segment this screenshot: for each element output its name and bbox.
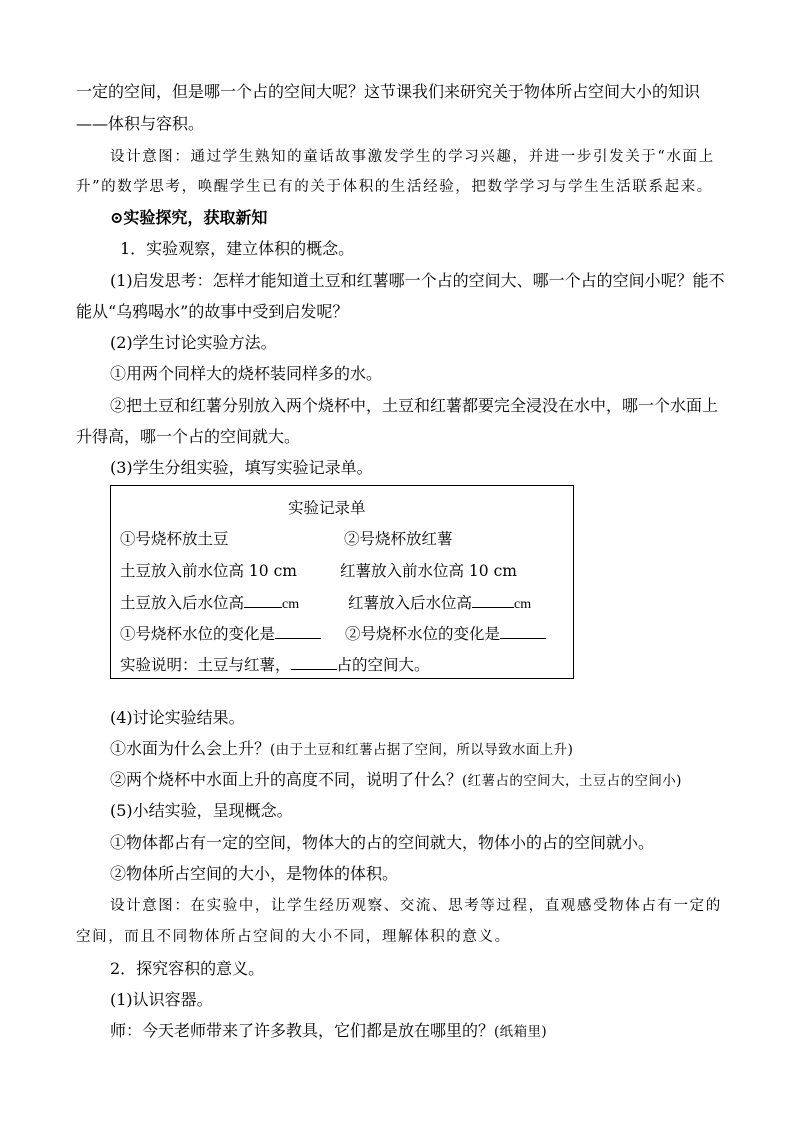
item-1-p4-a	[110, 739, 573, 760]
item-1-p4-b-answer: (红薯占的空间大，土豆占的空间小)	[462, 773, 682, 789]
item-1-p4-b	[110, 770, 682, 791]
record-note-suffix: 占的空间大。	[336, 656, 430, 674]
intro-line-1: 一定的空间，但是哪一个占的空间大呢？这节课我们来研究关于物体所占空间大小的知识	[76, 82, 701, 101]
item-1-p2-b-line-2: 升得高，哪一个占的空间就大。	[76, 427, 301, 446]
item-2-teacher-answer: (纸箱里)	[494, 1024, 548, 1040]
record-after-2-blank[interactable]	[472, 592, 514, 608]
item-2-title: 2．探究容积的意义。	[110, 959, 265, 978]
section-heading: ⊙实验探究，获取新知	[110, 208, 268, 227]
record-after-1-unit: cm	[282, 597, 300, 612]
item-2-p1: (1)认识容器。	[110, 990, 213, 1009]
item-1-p1-line-1: (1)启发思考：怎样才能知道土豆和红薯哪一个占的空间大、哪一个占的空间小呢？能不	[110, 271, 725, 290]
record-before-2: 红薯放入前水位高 10 cm	[340, 562, 517, 580]
record-note	[120, 654, 430, 675]
design-intent-1-line-1: 设计意图：通过学生熟知的童话故事激发学生的学习兴趣，并进一步引发关于“水面上	[110, 149, 715, 165]
record-after-1-blank[interactable]	[244, 592, 282, 608]
record-beaker-1: ①号烧杯放土豆	[120, 530, 229, 548]
item-1-p4-b-question: ②两个烧杯中水面上升的高度不同，说明了什么？	[110, 770, 463, 789]
design-intent-2-line-2: 空间，而且不同物体所占空间的大小不同，理解体积的意义。	[76, 929, 511, 945]
item-1-p2: (2)学生讨论实验方法。	[110, 333, 277, 352]
item-1-p4-a-answer: (由于土豆和红薯占据了空间，所以导致水面上升)	[270, 742, 574, 758]
record-note-blank[interactable]	[291, 654, 337, 670]
record-change-1	[120, 623, 321, 644]
item-1-p2-b-line-1: ②把土豆和红薯分别放入两个烧杯中，土豆和红薯都要完全浸没在水中，哪一个水面上	[110, 396, 719, 415]
item-1-p4: (4)讨论实验结果。	[110, 708, 245, 727]
record-note-label: 实验说明：土豆与红薯，	[120, 656, 291, 674]
item-2-teacher	[110, 1021, 547, 1042]
record-beaker-2: ②号烧杯放红薯	[344, 530, 453, 548]
record-sheet-title: 实验记录单	[288, 499, 366, 517]
item-1-p5-a: ①物体都占有一定的空间，物体大的占的空间就大，物体小的占的空间就小。	[110, 833, 655, 852]
record-after-1-label: 土豆放入后水位高	[120, 594, 245, 612]
item-2-teacher-question: 师：今天老师带来了许多教具，它们都是放在哪里的？	[110, 1021, 495, 1040]
item-1-title: 1．实验观察，建立体积的概念。	[120, 239, 355, 258]
record-before-1: 土豆放入前水位高 10 cm	[120, 562, 297, 580]
record-after-2	[348, 592, 531, 615]
record-change-2-label: ②号烧杯水位的变化是	[345, 625, 501, 643]
record-after-2-label: 红薯放入后水位高	[348, 594, 473, 612]
record-change-2	[345, 623, 546, 644]
record-change-2-blank[interactable]	[500, 623, 546, 639]
design-intent-1-line-2: 升”的数学思考，唤醒学生已有的关于体积的生活经验，把数学学习与学生生活联系起来。	[76, 179, 713, 195]
intro-line-2: ——体积与容积。	[76, 114, 205, 133]
item-1-p5: (5)小结实验，呈现概念。	[110, 801, 293, 820]
item-1-p5-b: ②物体所占空间的大小，是物体的体积。	[110, 864, 399, 883]
item-1-p2-a: ①用两个同样大的烧杯装同样多的水。	[110, 364, 383, 383]
record-change-1-label: ①号烧杯水位的变化是	[120, 625, 276, 643]
item-1-p1-line-2: 能从“乌鸦喝水”的故事中受到启发呢？	[76, 302, 349, 321]
record-after-1	[120, 592, 299, 615]
record-change-1-blank[interactable]	[275, 623, 321, 639]
record-sheet	[110, 485, 574, 679]
item-1-p4-a-question: ①水面为什么会上升？	[110, 739, 271, 758]
design-intent-2-line-1: 设计意图：在实验中，让学生经历观察、交流、思考等过程，直观感受物体占有一定的	[110, 898, 722, 914]
record-after-2-unit: cm	[514, 597, 532, 612]
item-1-p3: (3)学生分组实验，填写实验记录单。	[110, 458, 373, 477]
